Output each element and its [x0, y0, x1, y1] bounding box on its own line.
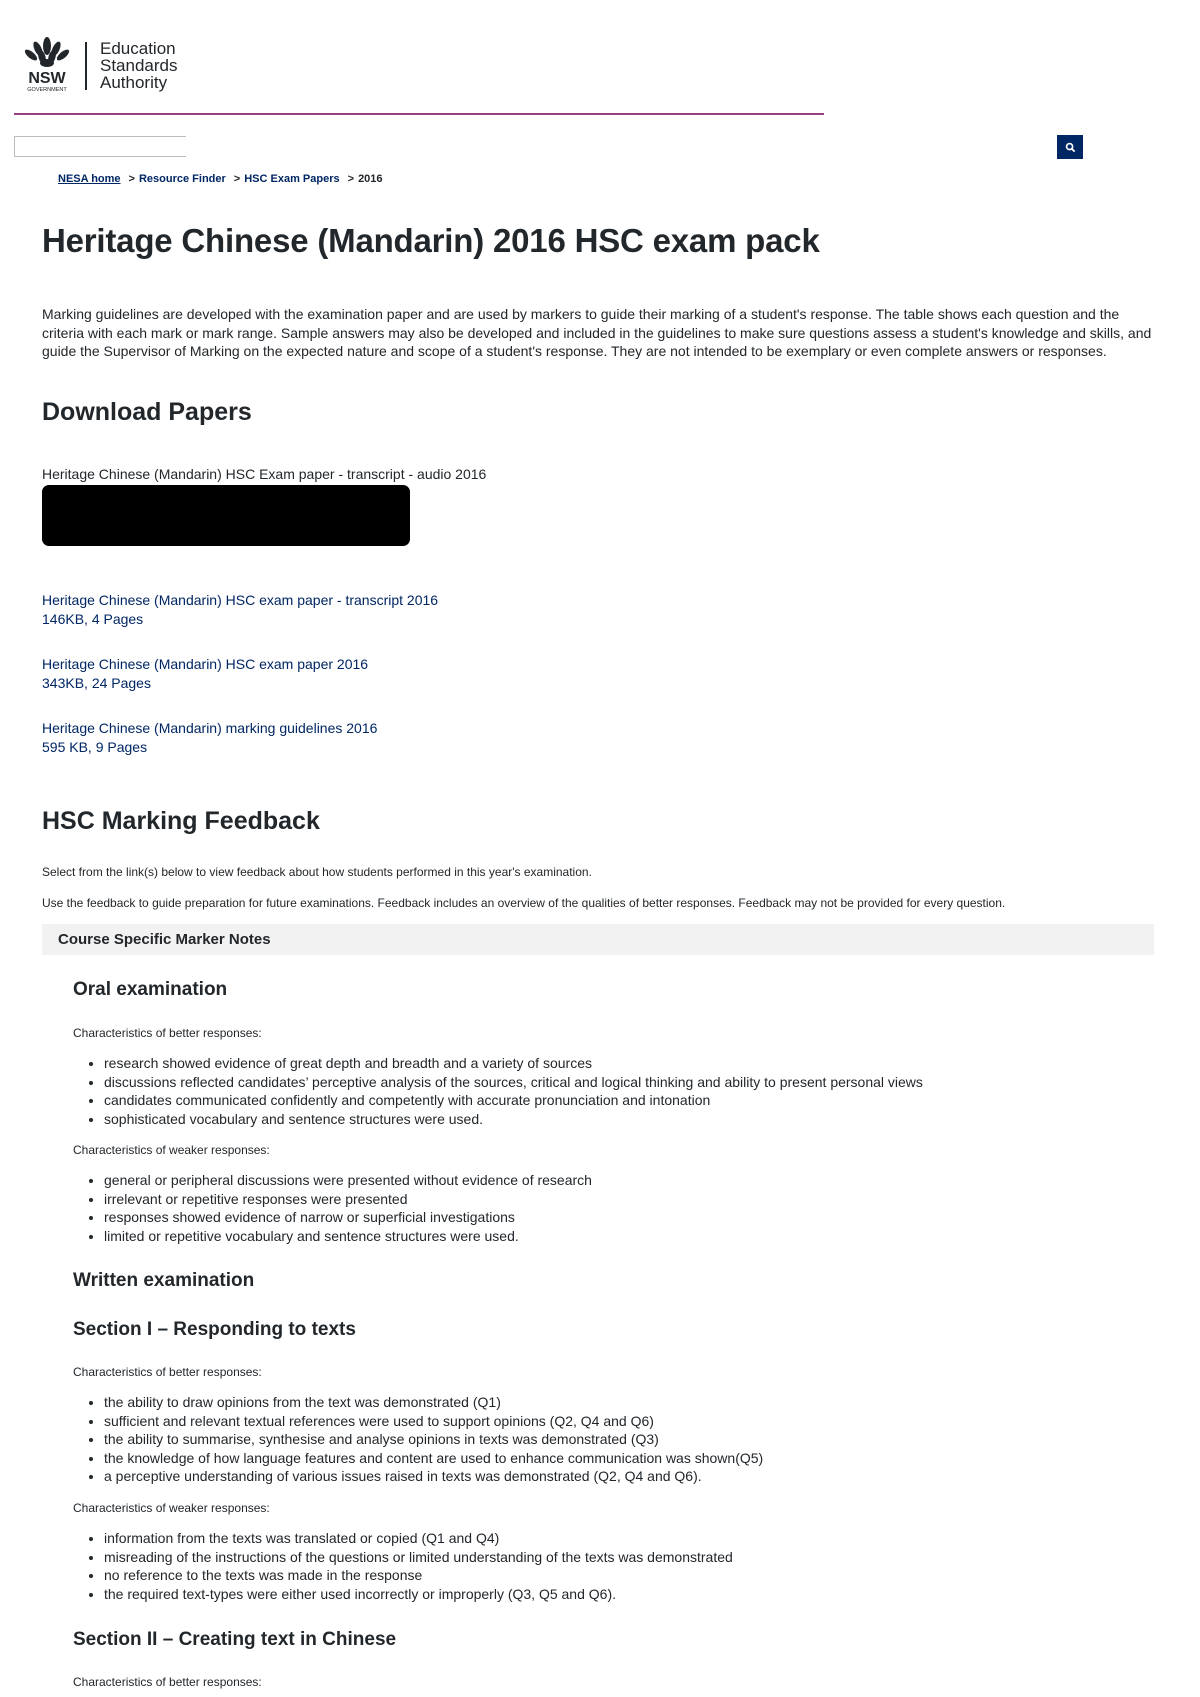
breadcrumb-separator: > [233, 173, 241, 185]
search-input[interactable] [14, 136, 186, 157]
download-meta[interactable]: 595 KB, 9 Pages [42, 738, 148, 755]
list-item: • responses showed evidence of narrow or superficial investigations [104, 1208, 592, 1227]
nesa-logo[interactable] [22, 36, 192, 96]
list-item: • misreading of the instructions of the questions or limited understanding of the texts was demonstrated [104, 1548, 733, 1567]
oral-examination-heading: Oral examination [73, 979, 228, 1000]
intro-paragraph: Marking guidelines are developed with the examination paper and are used by markers to guide their marking of a student's response. The table shows each question and the criteria with each mark or mark range. Sample answers may also be developed and included in the guidelines to make sure questions assess a student's knowledge and skills, and guide the Supervisor of Marking on the expected nature and scope of a student's response. They are not intended to be exemplary or even complete answers or responses. [42, 306, 1152, 359]
list-item: • research showed evidence of great depth and breadth and a variety of sources [104, 1054, 923, 1073]
download-item [42, 719, 377, 756]
list-item: • sophisticated vocabulary and sentence structures were used. [104, 1110, 923, 1129]
download-meta[interactable]: 343KB, 24 Pages [42, 674, 151, 691]
accordion-label: Course Specific Marker Notes [58, 931, 271, 948]
better-responses-label: Characteristics of better responses: [73, 1675, 262, 1689]
list-item: • limited or repetitive vocabulary and sentence structures were used. [104, 1227, 592, 1246]
breadcrumb-current: 2016 [358, 173, 383, 185]
section-2-heading: Section II – Creating text in Chinese [73, 1629, 397, 1650]
breadcrumb-link-nesa-home[interactable]: NESA home [58, 173, 121, 185]
breadcrumb-separator: > [347, 173, 355, 185]
list-item: • the ability to draw opinions from the text was demonstrated (Q1) [104, 1393, 763, 1412]
list-item: • a perceptive understanding of various issues raised in texts was demonstrated (Q2, Q4 and Q6). [104, 1467, 763, 1486]
download-item [42, 655, 368, 692]
list-item: • information from the texts was translated or copied (Q1 and Q4) [104, 1529, 733, 1548]
breadcrumb [58, 173, 383, 185]
list-item: • no reference to the texts was made in the response [104, 1566, 733, 1585]
weaker-responses-label: Characteristics of weaker responses: [73, 1143, 270, 1157]
accordion-marker-notes[interactable] [42, 924, 1154, 955]
nsw-waratah-icon [22, 36, 72, 94]
download-meta[interactable]: 146KB, 4 Pages [42, 610, 144, 627]
search-button[interactable] [1057, 135, 1083, 159]
breadcrumb-link-resource-finder[interactable]: Resource Finder [138, 173, 226, 185]
list-item: • the ability to summarise, synthesise and analyse opinions in texts was demonstrated (Q3) [104, 1430, 763, 1449]
org-name-line: Education [100, 39, 176, 58]
government-wordmark: GOVERNMENT [27, 87, 67, 93]
org-name-line: Authority [100, 73, 168, 92]
list-item: • general or peripheral discussions were presented without evidence of research [104, 1171, 592, 1190]
better-responses-label: Characteristics of better responses: [73, 1365, 262, 1379]
written-examination-heading: Written examination [73, 1270, 255, 1291]
download-link[interactable]: Heritage Chinese (Mandarin) HSC exam paper 2016 [42, 656, 369, 672]
header-rule [14, 113, 824, 115]
better-responses-label: Characteristics of better responses: [73, 1026, 262, 1040]
download-item [42, 591, 438, 628]
breadcrumb-separator: > [128, 173, 135, 185]
section-1-heading: Section I – Responding to texts [73, 1319, 356, 1340]
download-link[interactable]: Heritage Chinese (Mandarin) HSC exam paper - transcript 2016 [42, 592, 439, 608]
section-1-weaker-list [80, 1529, 733, 1603]
download-link[interactable]: Heritage Chinese (Mandarin) marking guidelines 2016 [42, 720, 378, 736]
search-icon [1065, 142, 1076, 153]
feedback-paragraph: Select from the link(s) below to view feedback about how students performed in this year's examination. [42, 865, 592, 879]
section-1-better-list [80, 1393, 763, 1486]
list-item: • the required text-types were either used incorrectly or improperly (Q3, Q5 and Q6). [104, 1585, 733, 1604]
list-item: • discussions reflected candidates’ perceptive analysis of the sources, critical and logical thinking and ability to present personal views [104, 1073, 923, 1092]
list-item: • sufficient and relevant textual references were used to support opinions (Q2, Q4 and Q6) [104, 1412, 763, 1431]
weaker-responses-label: Characteristics of weaker responses: [73, 1501, 270, 1515]
org-name-line: Standards [100, 56, 178, 75]
org-name [100, 40, 200, 91]
oral-weaker-list [80, 1171, 592, 1245]
download-papers-heading: Download Papers [42, 398, 252, 426]
list-item: • candidates communicated confidently and competently with accurate pronunciation and intonation [104, 1091, 923, 1110]
page-title: Heritage Chinese (Mandarin) 2016 HSC exam pack [42, 222, 820, 259]
oral-better-list [80, 1054, 923, 1128]
audio-player[interactable] [42, 485, 410, 546]
list-item: • the knowledge of how language features and content are used to enhance communication was shown(Q5) [104, 1449, 763, 1468]
logo-divider [85, 42, 87, 90]
marking-feedback-heading: HSC Marking Feedback [42, 807, 320, 835]
audio-label: Heritage Chinese (Mandarin) HSC Exam paper - transcript - audio 2016 [42, 466, 487, 482]
list-item: • irrelevant or repetitive responses were presented [104, 1190, 592, 1209]
nsw-wordmark: NSW [28, 70, 66, 87]
breadcrumb-link-hsc-exam-papers[interactable]: HSC Exam Papers [244, 173, 340, 185]
feedback-paragraph: Use the feedback to guide preparation for future examinations. Feedback includes an overview of the qualities of better responses. Feedback may not be provided for every question. [42, 896, 1006, 910]
